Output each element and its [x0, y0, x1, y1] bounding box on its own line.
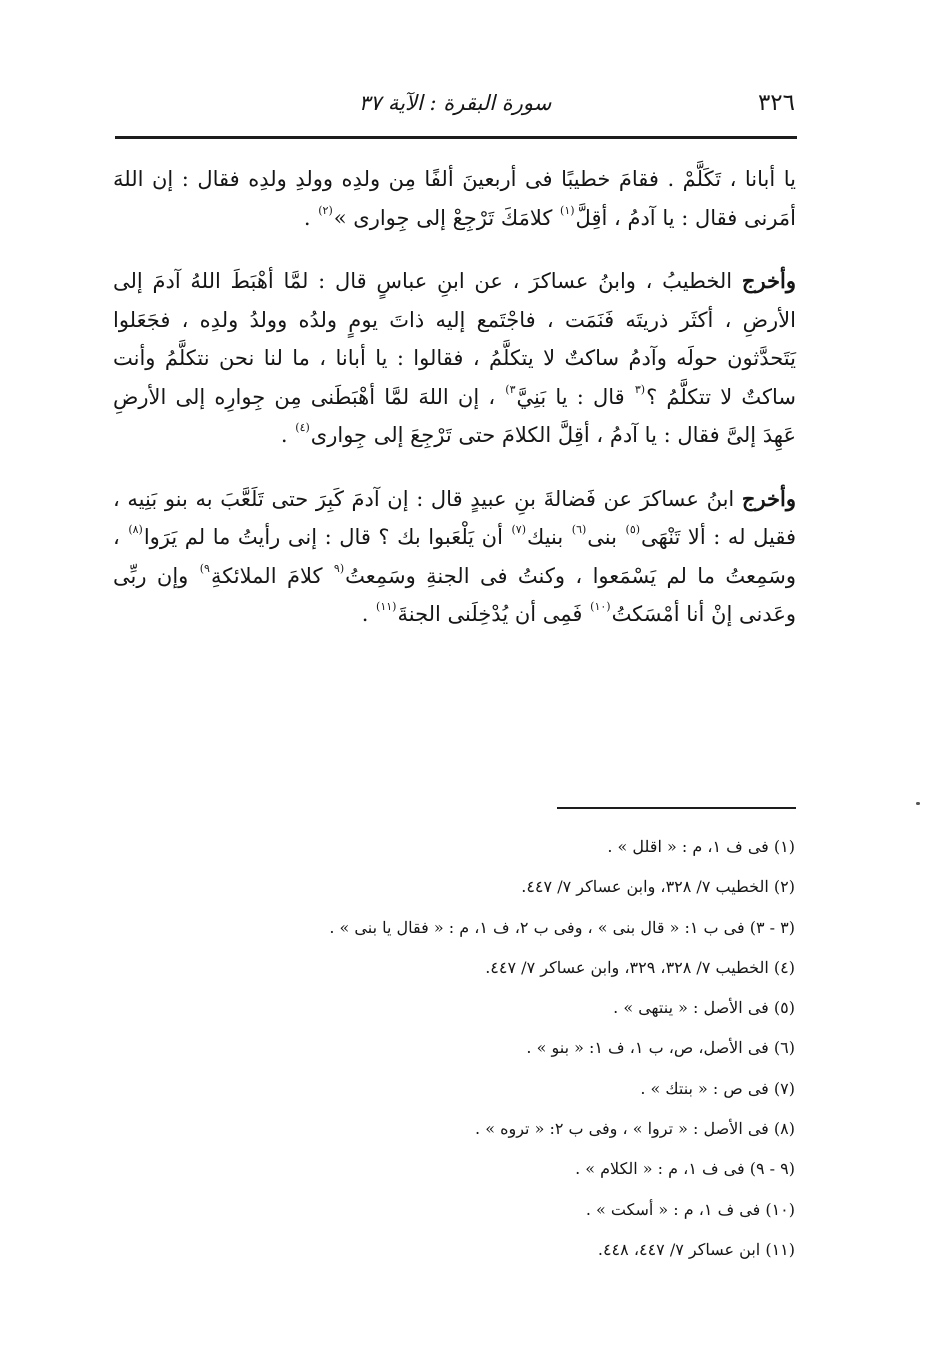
footnote-11: (١١) ابن عساكر ٧/ ٤٤٧، ٤٤٨. [597, 1239, 795, 1259]
footnote-ref: (٦) [571, 523, 587, 536]
paragraph-text: ، إن اللهَ لمَّا أهْبَطَنى مِن جِوارِه إلى الأرضِ عَهِدَ إلىَّ فقال : يا آدمُ ، أقِلَّ الكلامَ حتى تَرْجِعَ إلى جِوارى [113, 384, 796, 447]
page-number: ٣٢٦ [757, 90, 795, 116]
paragraph-text: وإن ربِّى وعَدنى إنْ أنا أمْسَكتُ [113, 563, 796, 626]
footnote-9: (٩ - ٩) فى ف ١، م : « الكلام » . [575, 1159, 795, 1179]
footnote-8: (٨) فى الأصل : « تروا » ، وفى ب ٢: « تروه » . [475, 1119, 795, 1139]
paragraph-tail: . [280, 423, 295, 447]
footnote-2: (٢) الخطيب ٧/ ٣٢٨، وابن عساكر ٧/ ٤٤٧. [521, 877, 795, 897]
footnote-4: (٤) الخطيب ٧/ ٣٢٨، ٣٢٩، وابن عساكر ٧/ ٤٤٧. [485, 957, 795, 977]
footnote-5: (٥) فى الأصل : « ينتهى » . [613, 998, 795, 1018]
paragraph-tail: . [361, 602, 376, 626]
paragraph-text: بنى [587, 525, 625, 549]
footnote-ref: (٥) [625, 523, 641, 536]
footnote-3: (٣ - ٣) فى ب ١: « قال بنى » ، وفى ب ٢، ف ١، م : « فقال يا بنى » . [329, 917, 795, 937]
paragraph-2 [113, 262, 796, 455]
header-rule [115, 136, 797, 139]
footnote-ref: ٣) [505, 382, 516, 396]
footnotes-list [115, 827, 795, 1270]
paragraph-3 [113, 480, 796, 634]
footnote-1: (١) فى ف ١، م : « اقلل » . [607, 837, 795, 856]
paragraph-lead: وأخرج [741, 485, 796, 511]
footnote-ref: (٩ [333, 561, 345, 575]
footnote-10: (١٠) فى ف ١، م : « أسكت » . [585, 1199, 795, 1219]
footnote-7: (٧) فى ص : « بنتك » . [640, 1078, 795, 1098]
footnote-6: (٦) فى الأصل، ص، ب ١، ف ١: « بنو » . [526, 1038, 795, 1058]
footnote-ref: (٨) [128, 523, 143, 536]
footnote-ref: ٩) [199, 561, 210, 575]
footnote-ref: (١٠) [590, 600, 611, 613]
footnote-ref: (٣ [634, 382, 646, 396]
paragraph-text: كلامَ الملائكةِ [210, 563, 333, 588]
paragraph-text: الخطيبُ ، وابنُ عساكرَ ، عن ابنِ عباسٍ قال : لمَّا أهْبَطَ اللهُ آدمَ إلى الأرضِ ، أكثَر ذريتَه فَنَمَت ، فاجْتَمع إليه ذاتَ يومٍ ولدُه وولدُ ولدِه ، فجَعَلوا يَتَحدَّثون حولَه وآدمُ ساكتٌ لا يتكلَّمُ ، فقالوا : يا أبانا ، ما لنا نحن نتكلَّمُ وأنت ساكتٌ لا تتكلَّمُ ؟ [113, 269, 796, 409]
footnote-ref: (٧) [511, 523, 526, 536]
paragraph-text: كلامَكَ تَرْجِعْ إلى جِوارى » [333, 205, 560, 230]
paragraph-1 [113, 160, 796, 237]
paragraph-text: فَمِى أن يُدْخِلَنى الجنةَ [397, 602, 590, 626]
scan-speck [916, 802, 920, 805]
running-title: سورة البقرة : الآية ٣٧ [358, 91, 552, 115]
footnote-rule [557, 807, 796, 809]
footnote-ref: (١١) [376, 600, 397, 613]
paragraph-text: بنيك [527, 525, 571, 549]
paragraph-lead: وأخرج [741, 268, 796, 293]
paragraph-tail: . [303, 205, 318, 230]
page-header [115, 80, 795, 124]
paragraph-text: قال : يا بَنِيَّ [516, 384, 634, 409]
footnote-ref: (١) [560, 203, 575, 217]
paragraph-text: ، وسَمِعتُ ما لم يَسْمَعوا ، وكنتُ فى الجنةِ وسَمِعتُ [113, 525, 796, 588]
paragraph-text: ابنُ عساكرَ عن فَضالةَ بنِ عبيدٍ قال : إن آدمَ كَبِرَ حتى تَلَعَّبَ به بنو بَنِيه ، فقيل له : ألا تَنْهَى [113, 486, 796, 549]
footnote-ref: (٢) [318, 203, 333, 217]
paragraph-text: يا أبانا ، تَكَلَّمْ . فقامَ خطيبًا فى أربعينَ ألفًا مِن ولدِه وولدِ ولدِه فقال : إن اللهَ أمَرنى فقال : يا آدمُ ، أقِلَّ [113, 167, 796, 230]
paragraph-text: أن يَلْعَبوا بك ؟ قال : إنى رأيتُ ما لم يَرَوا [143, 525, 511, 549]
main-text [113, 160, 796, 659]
footnote-ref: (٤) [295, 421, 310, 434]
